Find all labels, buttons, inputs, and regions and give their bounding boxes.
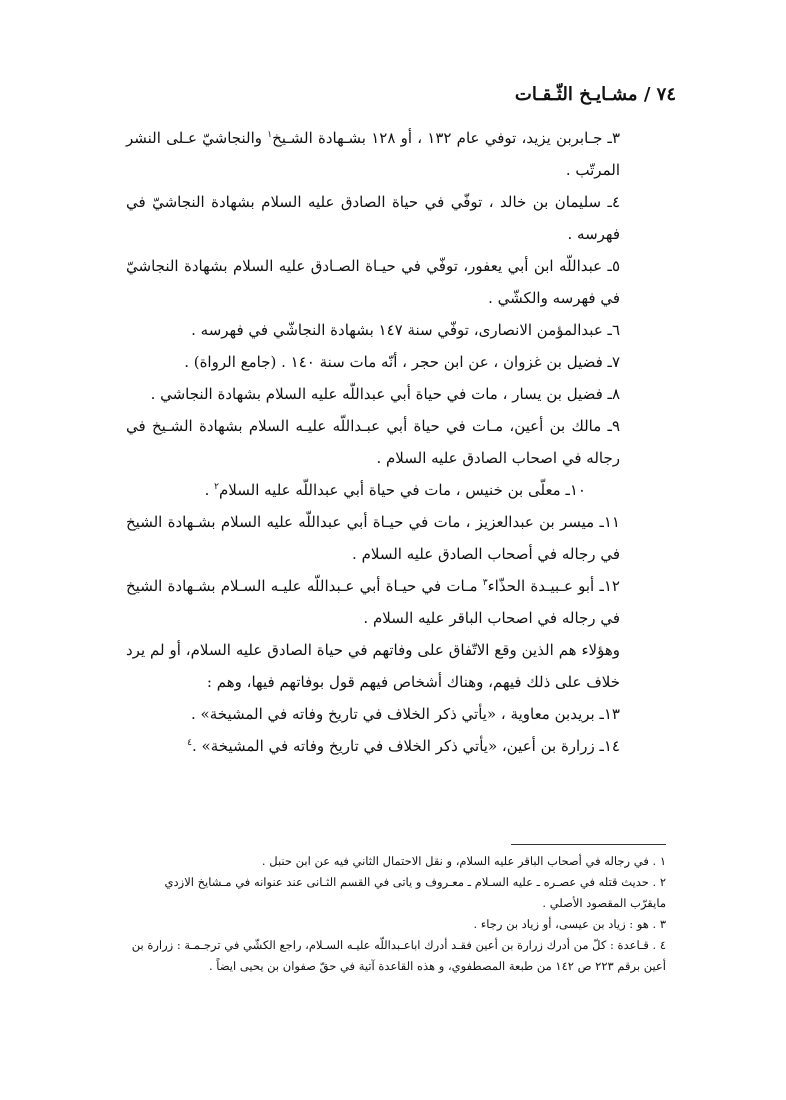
paragraph-item-5 (126, 250, 666, 314)
paragraph-text: وهؤلاء هم الذين وقع الاتّفاق على وفاتهم في حياة الصادق عليه السلام، أو لم يرد خلاف على ذلك فيهم، وهناك أشخاص فيهم قول بوفاتهم فيها، وهم : (126, 641, 620, 691)
paragraph-text: ٤ـ سليمان بن خالد ، توفّي في حياة الصادق عليه السلام بشهادة النجاشيّ في فهرسه . (126, 193, 620, 243)
paragraph-text: ٨ـ فضيل بن يسار ، مات في حياة أبي عبداللّه عليه السلام بشهادة النجاشي . (150, 385, 620, 403)
paragraph-text: ١٢ـ أبو عـبيـدة الحذّاء (487, 577, 620, 595)
paragraph-text: ٥ـ عبداللّه ابن أبي يعفور، توفّي في حيـاة الصـادق عليه السلام بشهادة النجاشيّ في فهرسه والكشّي . (126, 257, 620, 307)
footnote-divider (511, 844, 666, 845)
paragraph-text: ١٠ـ معلّى بن خنيس ، مات في حياة أبي عبداللّه عليه السلام (219, 481, 586, 499)
paragraph-item-14 (126, 730, 666, 762)
main-text (126, 122, 666, 762)
paragraph-text: ٣ـ جـابربن يزيد، توفي عام ١٣٢ ، أو ١٢٨ بشـهادة الشـيخ (272, 129, 621, 147)
footnote-ref-4[interactable]: ٤ (187, 738, 192, 748)
paragraph-item-8 (126, 378, 666, 410)
page-header (106, 84, 676, 118)
footnote-2: ٢ . حديث قتله في عصـره ـ عليه السـلام ـ معـروف و ياتى في القسم الثـانى عند عنوانه في مـشايخ الازدي مايقرّب المقصود الأصلي . (164, 875, 666, 910)
paragraph-text: ١١ـ ميسر بن عبدالعزيز ، مات في حيـاة أبي عبداللّه عليه السلام بشـهادة الشيخ في رجاله في أصحاب الصادق عليه السلام . (126, 513, 620, 563)
paragraph-text: ١٣ـ بريدبن معاوية ، «يأتي ذكر الخلاف في تاريخ وفاته في المشيخة» . (191, 705, 620, 723)
paragraph-item-10 (126, 474, 666, 506)
paragraph-item-12 (126, 570, 666, 634)
paragraph-item-11 (126, 506, 666, 570)
paragraph-item-13 (126, 698, 666, 730)
footnotes (126, 851, 666, 977)
paragraph-item-7 (126, 346, 666, 378)
paragraph-text: ٦ـ عبدالمؤمن الانصارى، توفّي سنة ١٤٧ بشهادة النجاشّي في فهرسه . (191, 321, 620, 339)
paragraph-item-4 (126, 186, 666, 250)
paragraph-text-cont: مـات في حيـاة أبي عـبداللّه عليـه السـلام بشـهادة الشيخ في رجاله في اصحاب الباقر عليه السلام . (126, 577, 620, 627)
paragraph-text: ٩ـ مالك بن أعين، مـات في حياة أبي عبـداللّه عليـه السلام بشهادة الشـيخ في رجاله في اصحاب الصادق عليه السلام . (126, 417, 620, 467)
paragraph-text-cont: . (204, 481, 215, 499)
paragraph-text-cont: والنجاشيّ عـلى النشر المرتّب . (126, 129, 620, 179)
footnote-3: ٣ . هو : زياد بن عيسى، أو زياد بن رجاء . (473, 917, 666, 931)
paragraph-item-9 (126, 410, 666, 474)
footnote-4: ٤ . قـاعدة : كلّ من أدرك زرارة بن أعين فقـد أدرك اباعـبداللّه عليـه السـلام، راجع الكشّي في ترجـمـة : زرارة بن أعين برقم ٢٢٣ ص ١٤٢ من طبعة المصطفوي، و هذه القاعدة آتية في حقّ صفوان بن يحيى ايضاً . (131, 938, 666, 973)
footnote-ref-3[interactable]: ٣ (482, 578, 488, 588)
footnote-ref-1[interactable]: ١ (267, 130, 273, 140)
page-title: ٧٤ / مشـايـخ الثّـقـات (514, 84, 676, 105)
paragraph-text: ١٤ـ زرارة بن أعين، «يأتي ذكر الخلاف في تاريخ وفاته في المشيخة» . (192, 737, 620, 755)
paragraph-summary (126, 634, 666, 698)
footnote-1: ١ . في رجاله في أصحاب الباقر عليه السلام، و نقل الاحتمال الثاني فيه عن ابن حنبل . (261, 854, 666, 868)
paragraph-item-3 (126, 122, 666, 186)
paragraph-item-6 (126, 314, 666, 346)
footnote-ref-2[interactable]: ٢ (214, 482, 219, 492)
paragraph-text: ٧ـ فضيل بن غزوان ، عن ابن حجر ، أنّه مات سنة ١٤٠ . (جامع الرواة) . (184, 353, 620, 371)
